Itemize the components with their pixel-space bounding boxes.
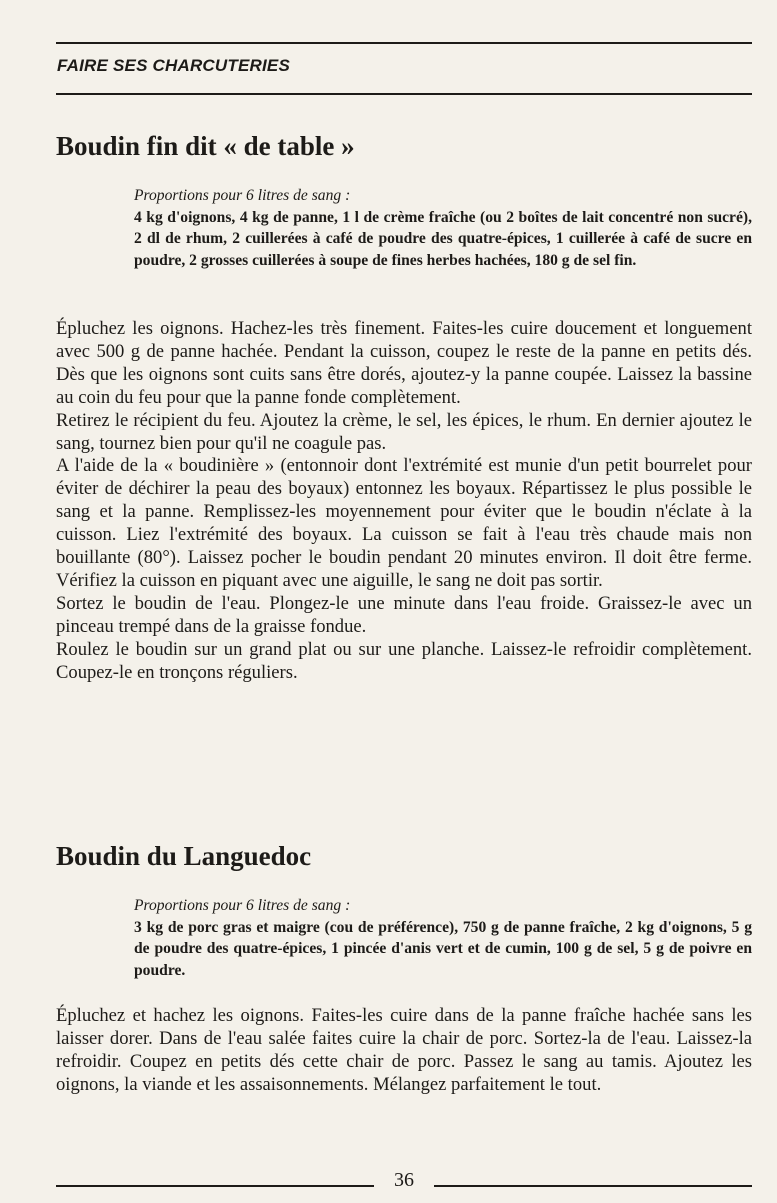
instruction-paragraph: Roulez le boudin sur un grand plat ou sur une planche. Laissez-le refroidir complètement. Coupez-le en tronçons réguliers. (56, 638, 752, 683)
instruction-paragraph: Sortez le boudin de l'eau. Plongez-le une minute dans l'eau froide. Graissez-le avec un pinceau trempé dans de la graisse fondue. (56, 592, 752, 637)
recipe-title-boudin-fin: Boudin fin dit « de table » (56, 131, 355, 161)
footer-rule-right (434, 1185, 752, 1187)
page-footer (56, 1167, 752, 1197)
recipe-instructions-boudin-fin (56, 318, 752, 685)
ingredients-list: 3 kg de porc gras et maigre (cou de préférence), 750 g de panne fraîche, 2 kg d'oignons, 5 g de poudre des quatre-épices, 1 pincée d'anis vert et de cumin, 100 g de sel, 5 g de poivre en poudre. (134, 918, 752, 979)
instruction-paragraph: Épluchez les oignons. Hachez-les très finement. Faites-les cuire doucement et longuement avec 500 g de panne hachée. Pendant la cuisson, coupez le reste de la panne en petits dés. Dès que les oignons sont cuits sans être dorés, ajoutez-y la panne coupée. Laissez la bassine au coin du feu pour que la panne fonde complètement. (56, 318, 752, 408)
proportions-label: Proportions pour 6 litres de sang : (134, 187, 351, 204)
page-number: 36 (394, 1169, 414, 1191)
running-head: FAIRE SES CHARCUTERIES (57, 56, 290, 75)
instruction-paragraph: A l'aide de la « boudinière » (entonnoir dont l'extrémité est munie d'un petit bourrelet pour éviter de déchirer la peau des boyaux) entonnez les boyaux. Répartissez le plus possible le sang et la panne. Remplissez-les moyennement pour éviter que le boudin n'éclate à la cuisson. Liez l'extrémité des boyaux. La cuisson se fait à l'eau très chaude mais non bouillante (80°). Laissez pocher le boudin pendant 20 minutes environ. Il doit être ferme. Vérifiez la cuisson en piquant avec une aiguille, le sang ne doit pas sortir. (56, 455, 752, 591)
proportions-label: Proportions pour 6 litres de sang : (134, 897, 351, 914)
header-rule-bottom (56, 93, 752, 95)
recipe-title-boudin-languedoc: Boudin du Languedoc (56, 841, 312, 871)
header-rule-top (56, 42, 752, 44)
instruction-paragraph: Épluchez et hachez les oignons. Faites-les cuire dans de la panne fraîche hachée sans les laisser dorer. Dans de l'eau salée faites cuire la chair de porc. Sortez-la de l'eau. Laissez-la refroidir. Coupez en petits dés cette chair de porc. Passez le sang au tamis. Ajoutez les oignons, la viande et les assaisonnements. Mélangez parfaitement le tout. (56, 1005, 752, 1095)
instruction-paragraph: Retirez le récipient du feu. Ajoutez la crème, le sel, les épices, le rhum. En dernier ajoutez le sang, tournez bien pour qu'il ne coagule pas. (56, 409, 752, 454)
recipe-proportions-boudin-fin (134, 185, 752, 271)
recipe-instructions-boudin-languedoc (56, 1005, 752, 1097)
ingredients-list: 4 kg d'oignons, 4 kg de panne, 1 l de crème fraîche (ou 2 boîtes de lait concentré non sucré), 2 dl de rhum, 2 cuillerées à café de poudre des quatre-épices, 1 cuillerée à café de sucre en poudre, 2 grosses cuillerées à soupe de fines herbes hachées, 180 g de sel fin. (134, 208, 752, 269)
recipe-proportions-boudin-languedoc (134, 895, 752, 981)
